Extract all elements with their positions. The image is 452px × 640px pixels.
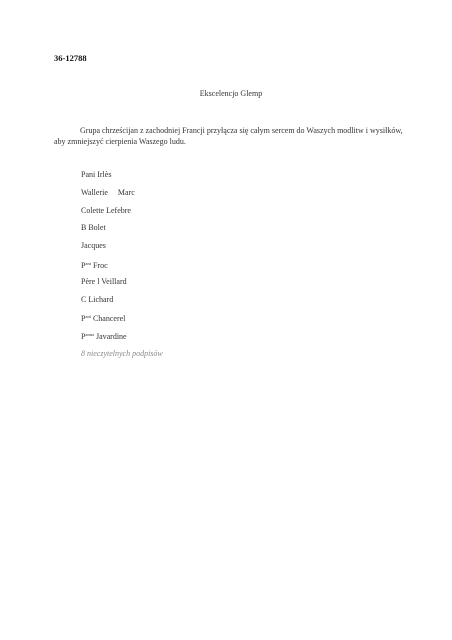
signature-item: Père l Veillard	[81, 276, 127, 286]
letter-body: Grupa chrześcijan z zachodniej Francji przyłącza się całym sercem do Waszych modlitw i wysiłków, aby zmniejszyć cierpienia Waszego ludu.	[54, 126, 403, 146]
signature-item: Jacques	[81, 241, 106, 251]
signature-item: Wallerie Marc	[81, 187, 135, 197]
signature-item: Colette Lefebre	[81, 205, 131, 215]
illegible-signatures-note: 8 nieczytelnych podpisów	[81, 349, 163, 358]
signature-item: $P^{ani}$ Chancerel	[81, 314, 126, 324]
signature-list	[81, 170, 135, 348]
signature-item: $P^{ani}$ Froc	[81, 260, 108, 270]
signature-item: Pani Irlès	[81, 170, 112, 179]
signature-item: $P^{anna}$ Javardine	[81, 332, 127, 342]
signature-item: B Bolet	[81, 223, 106, 233]
document-id: 36-12788	[54, 53, 87, 63]
salutation: Ekscelencjo Glemp	[199, 89, 263, 98]
signature-item: C Lichard	[81, 294, 114, 304]
